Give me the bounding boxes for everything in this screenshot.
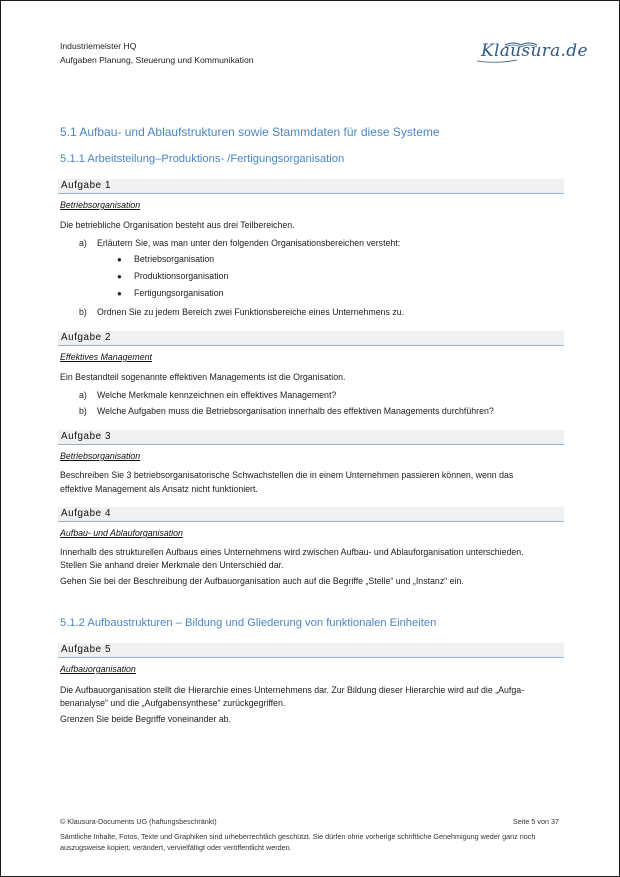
task-intro: Ein Bestandteil sogenannte effektiven Managements ist die Organisation.: [60, 372, 346, 382]
task-text-line: benanalyse“ und die „Aufgabensynthese“ zurückgegriffen.: [60, 698, 286, 708]
task-subject: Aufbauorganisation: [60, 664, 136, 674]
task-label: Aufgabe 2: [61, 332, 112, 343]
task-heading-5: [58, 643, 564, 658]
question-text: Erläutern Sie, was man unter den folgenden Organisationsbereichen versteht:: [97, 238, 401, 248]
klausura-logo: [475, 39, 588, 65]
bullet-item: Betriebsorganisation: [134, 254, 215, 264]
task-text-line: Beschreiben Sie 3 betriebsorganisatorische Schwachstellen die in einem Unternehmen passieren können, wenn das: [60, 470, 514, 480]
task-text-line: Innerhalb des strukturellen Aufbaus eines Unternehmens wird zwischen Aufbau- und Ablauforganisation unterschieden.: [60, 547, 524, 557]
bullet-item: Fertigungsorganisation: [134, 288, 224, 298]
task-text-line: Stellen Sie anhand dreier Merkmale den Unterschied dar.: [60, 560, 284, 570]
task-heading-3: [58, 430, 564, 445]
task-subject: Effektives Management: [60, 352, 152, 362]
task-text-line: Die Aufbauorganisation stellt die Hierarchie eines Unternehmens dar. Zur Bildung dieser Hierarchie wird auf die „Aufga-: [60, 685, 525, 695]
page-header: [60, 39, 254, 67]
bullet-icon: ●: [117, 272, 122, 281]
subsection-title-1: 5.1.1 Arbeitsteilung–Produktions- /Fertigungsorganisation: [60, 153, 345, 165]
bullet-item: Produktionsorganisation: [134, 271, 229, 281]
task-subject: Betriebsorganisation: [60, 451, 141, 461]
question-label: a): [79, 390, 87, 400]
logo-text: Klausura.de: [481, 41, 588, 61]
task-heading-2: [58, 331, 564, 346]
page-number: Seite 5 von 37: [513, 817, 559, 826]
task-text-line: effektive Management als Ansatz nicht funktioniert.: [60, 484, 258, 494]
footer-legal-note: Sämtliche Inhalte, Fotos, Texte und Graphiken sind urheberrechtlich geschützt. Sie dürfen ohne vorherige schriftliche Genehmigung weder ganz noch auszugsweise kopiert, verändert, vervielfältigt oder veröffentlicht werden.: [60, 832, 536, 852]
question-text: Welche Aufgaben muss die Betriebsorganisation innerhalb des effektiven Managements durchführen?: [97, 406, 494, 416]
task-label: Aufgabe 1: [61, 180, 112, 191]
question-label: b): [79, 406, 87, 416]
task-subject: Betriebsorganisation: [60, 200, 141, 210]
question-label: b): [79, 307, 87, 317]
task-heading-4: [58, 507, 564, 522]
subsection-title-2: 5.1.2 Aufbaustrukturen – Bildung und Gliederung von funktionalen Einheiten: [60, 617, 437, 629]
task-subject: Aufbau- und Ablauforganisation: [60, 528, 183, 538]
task-heading-1: [58, 179, 564, 194]
task-intro: Die betriebliche Organisation besteht aus drei Teilbereichen.: [60, 220, 295, 230]
task-text-line: Grenzen Sie beide Begriffe voneinander ab.: [60, 714, 232, 724]
header-line-1: Industriemeister HQ: [60, 41, 137, 51]
section-title: 5.1 Aufbau- und Ablaufstrukturen sowie Stammdaten für diese Systeme: [60, 125, 440, 139]
header-line-2: Aufgaben Planung, Steuerung und Kommunikation: [60, 55, 254, 65]
question-label: a): [79, 238, 87, 248]
question-text: Ordnen Sie zu jedem Bereich zwei Funktionsbereiche eines Unternehmens zu.: [97, 307, 405, 317]
footer-copyright: © Klausura-Documents UG (haftungsbeschränkt): [60, 817, 217, 826]
question-text: Welche Merkmale kennzeichnen ein effektives Management?: [97, 390, 337, 400]
task-label: Aufgabe 4: [61, 508, 112, 519]
bullet-icon: ●: [117, 255, 122, 264]
bullet-icon: ●: [117, 289, 122, 298]
task-label: Aufgabe 3: [61, 431, 112, 442]
task-label: Aufgabe 5: [61, 644, 112, 655]
task-text-line: Gehen Sie bei der Beschreibung der Aufbauorganisation auch auf die Begriffe „Stelle“ und „Instanz“ ein.: [60, 576, 464, 586]
